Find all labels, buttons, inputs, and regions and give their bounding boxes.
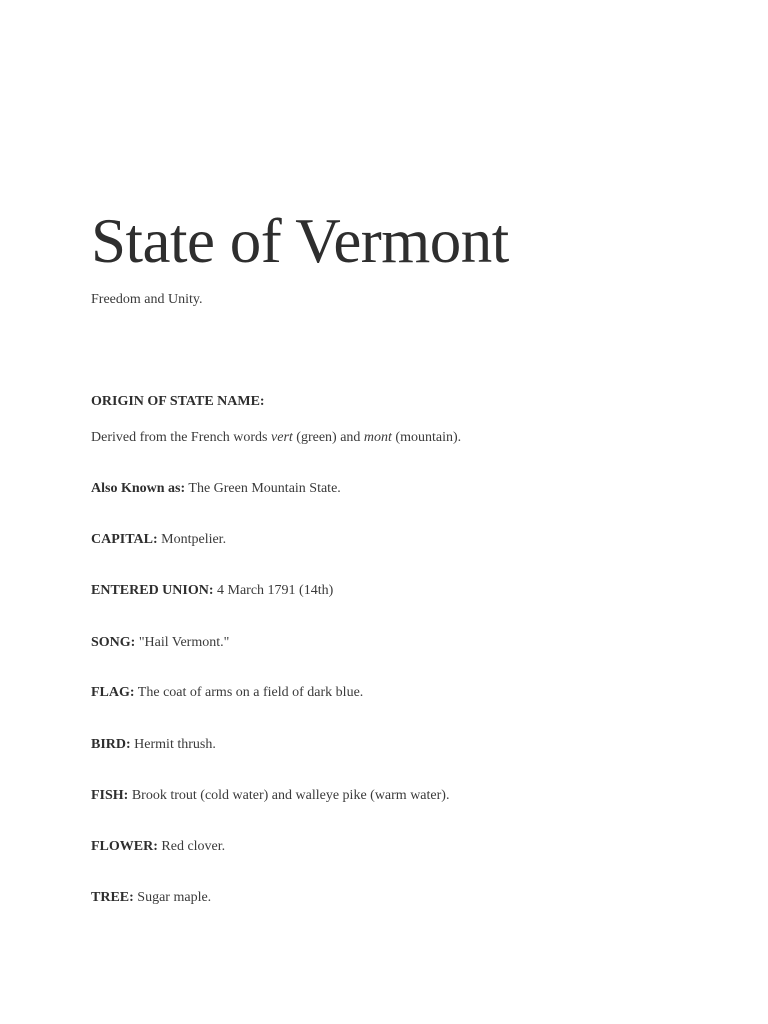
fact-value: Sugar maple. — [133, 890, 212, 905]
fact-flag — [91, 684, 363, 702]
fact-value: Montpelier. — [157, 532, 227, 547]
origin-word-mont: mont — [363, 430, 392, 445]
origin-text — [91, 429, 461, 447]
fact-label: ENTERED UNION: — [91, 583, 214, 598]
state-motto: Freedom and Unity. — [91, 292, 203, 307]
fact-also-known-as — [91, 480, 341, 498]
fact-label: Also Known as: — [91, 481, 186, 496]
fact-label: FLAG: — [91, 685, 135, 700]
fact-label: SONG: — [91, 635, 136, 650]
origin-word-vert: vert — [271, 430, 293, 445]
fact-value: The Green Mountain State. — [185, 481, 341, 496]
origin-mid: (green) and — [292, 430, 364, 445]
fact-value: Brook trout (cold water) and walleye pike (warm water). — [128, 788, 450, 803]
fact-label: CAPITAL: — [91, 532, 158, 547]
fact-value: The coat of arms on a field of dark blue. — [134, 685, 364, 700]
page-title: State of Vermont — [91, 206, 509, 276]
fact-value: "Hail Vermont." — [135, 635, 230, 650]
fact-bird — [91, 736, 216, 754]
fact-value: Hermit thrush. — [130, 737, 216, 752]
fact-value: Red clover. — [157, 839, 226, 854]
fact-label: TREE: — [91, 890, 134, 905]
fact-capital — [91, 531, 226, 549]
origin-suffix: (mountain). — [391, 430, 462, 445]
fact-label: FISH: — [91, 788, 129, 803]
origin-heading: ORIGIN OF STATE NAME: — [91, 394, 265, 409]
fact-label: BIRD: — [91, 737, 131, 752]
fact-value: 4 March 1791 (14th) — [213, 583, 334, 598]
fact-tree — [91, 889, 211, 907]
fact-label: FLOWER: — [91, 839, 158, 854]
fact-song — [91, 634, 229, 652]
fact-flower — [91, 838, 225, 856]
fact-entered-union — [91, 582, 333, 600]
fact-fish — [91, 787, 449, 805]
origin-prefix: Derived from the French words — [91, 430, 272, 445]
